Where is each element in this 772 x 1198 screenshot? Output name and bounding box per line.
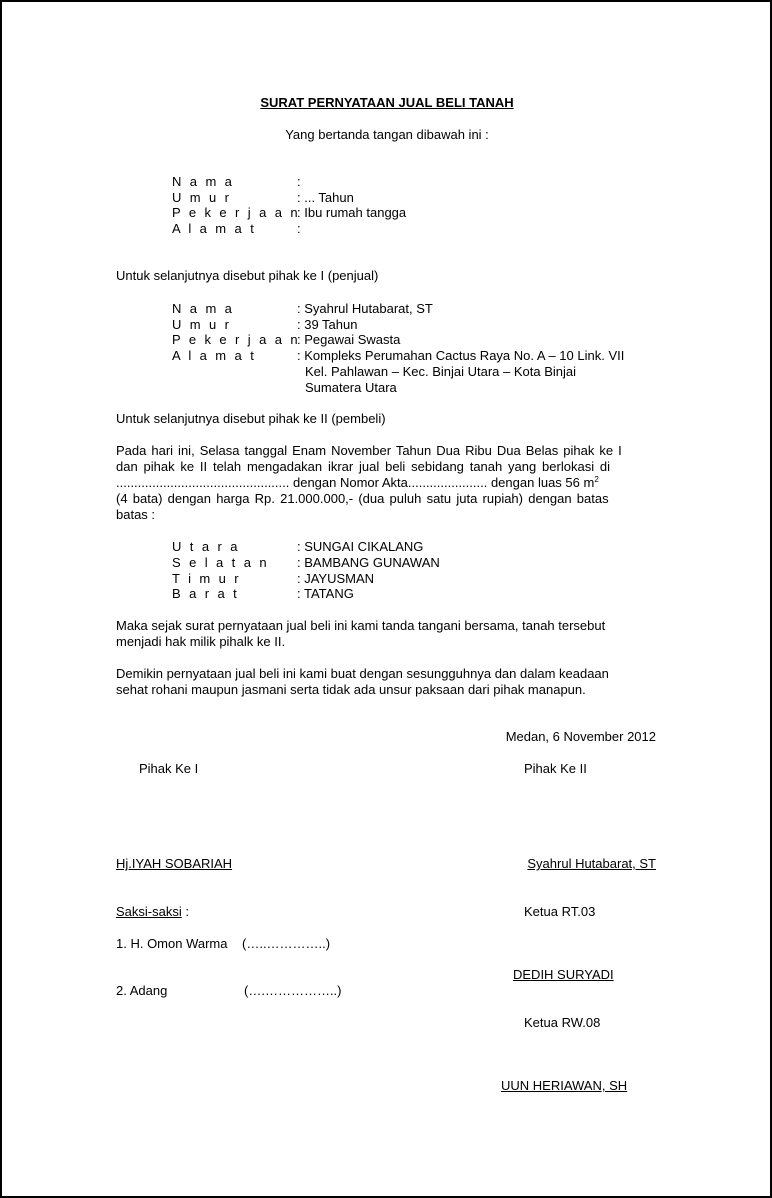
closing2-line2: sehat rohani maupun jasmani serta tidak ada unsur paksaan dari pihak manapun. (116, 682, 586, 697)
border-north-label: U t a r a (172, 539, 240, 554)
witness1-sign: (…..…………..) (242, 936, 331, 951)
party1-nama-label: N a m a (172, 174, 235, 189)
party2-signer-name: Syahrul Hutabarat, ST (527, 856, 656, 871)
party1-alamat-value: : (297, 221, 301, 236)
party1-caption: Untuk selanjutnya disebut pihak ke I (penjual) (116, 268, 379, 283)
party1-nama-value: : (297, 174, 301, 189)
border-west-value: : TATANG (297, 586, 354, 601)
party2-alamat-line1: : Kompleks Perumahan Cactus Raya No. A – 10 Link. VII (297, 348, 625, 363)
witnesses-heading (116, 904, 189, 920)
closing1-line2: menjadi hak milik pihalk ke II. (116, 634, 286, 649)
agreement-line-3-text: ................................................ dengan Nomor Akta...................... dengan luas 56 m (116, 475, 595, 490)
party2-alamat-label: A l a m a t (172, 348, 257, 363)
party2-alamat-line3: Sumatera Utara (305, 380, 397, 395)
party1-umur-value: : ... Tahun (297, 190, 354, 205)
party1-signer-name: Hj.IYAH SOBARIAH (116, 856, 233, 871)
border-east-value: : JAYUSMAN (297, 571, 375, 586)
party2-nama-value: : Syahrul Hutabarat, ST (297, 301, 433, 316)
witness2-sign: (….……………..) (244, 983, 342, 998)
party2-pekerjaan-label: P e k e r j a a n (172, 332, 300, 347)
party2-nama-label: N a m a (172, 301, 235, 316)
party2-alamat-line2: Kel. Pahlawan – Kec. Binjai Utara – Kota Binjai (305, 364, 576, 379)
witnesses-heading-text: Saksi-saksi (116, 904, 182, 919)
border-east-label: T i m u r (172, 571, 242, 586)
party2-pekerjaan-value: : Pegawai Swasta (297, 332, 401, 347)
party1-sign-label: Pihak Ke I (139, 761, 199, 776)
closing1-line1: Maka sejak surat pernyataan jual beli ini kami tanda tangani bersama, tanah tersebut (116, 618, 606, 633)
border-north-value: : SUNGAI CIKALANG (297, 539, 424, 554)
agreement-line-1 (116, 443, 658, 459)
witness2-name: 2. Adang (116, 983, 168, 998)
border-south-value: : BAMBANG GUNAWAN (297, 555, 440, 570)
party2-sign-label: Pihak Ke II (524, 761, 587, 776)
rw-name: UUN HERIAWAN, SH (501, 1078, 628, 1093)
place-date: Medan, 6 November 2012 (505, 729, 656, 744)
party1-umur-label: U m u r (172, 190, 232, 205)
party2-umur-label: U m u r (172, 317, 232, 332)
party1-alamat-label: A l a m a t (172, 221, 257, 236)
area-unit-superscript: 2 (594, 475, 599, 484)
party2-umur-value: : 39 Tahun (297, 317, 358, 332)
agreement-line-2: dan pihak ke II telah mengadakan ikrar jual beli sebidang tanah yang berlokasi di (116, 459, 611, 474)
border-south-label: S e l a t a n (172, 555, 269, 570)
witness1-name: 1. H. Omon Warma (116, 936, 228, 951)
party2-caption: Untuk selanjutnya disebut pihak ke II (pembeli) (116, 411, 386, 426)
rt-name: DEDIH SURYADI (513, 967, 614, 982)
intro-text: Yang bertanda tangan dibawah ini : (285, 127, 489, 142)
agreement-line-4: (4 bata) dengan harga Rp. 21.000.000,- (dua puluh satu juta rupiah) dengan batas (116, 491, 609, 506)
witnesses-heading-colon: : (181, 904, 189, 919)
document-title: SURAT PERNYATAAN JUAL BELI TANAH (260, 95, 514, 110)
closing2-line1: Demikin pernyataan jual beli ini kami buat dengan sesungguhnya dan dalam keadaan (116, 666, 609, 681)
agreement-line-5: batas : (116, 507, 156, 522)
agreement-line-3 (116, 475, 599, 491)
border-west-label: B a r a t (172, 586, 240, 601)
rt-label: Ketua RT.03 (524, 904, 596, 919)
party1-pekerjaan-value: : Ibu rumah tangga (297, 205, 407, 220)
agreement-line-1-text: Pada hari ini, Selasa tanggal Enam November Tahun Dua Ribu Dua Belas pihak ke I (116, 443, 622, 458)
rw-label: Ketua RW.08 (524, 1015, 601, 1030)
party1-pekerjaan-label: P e k e r j a a n (172, 205, 300, 220)
